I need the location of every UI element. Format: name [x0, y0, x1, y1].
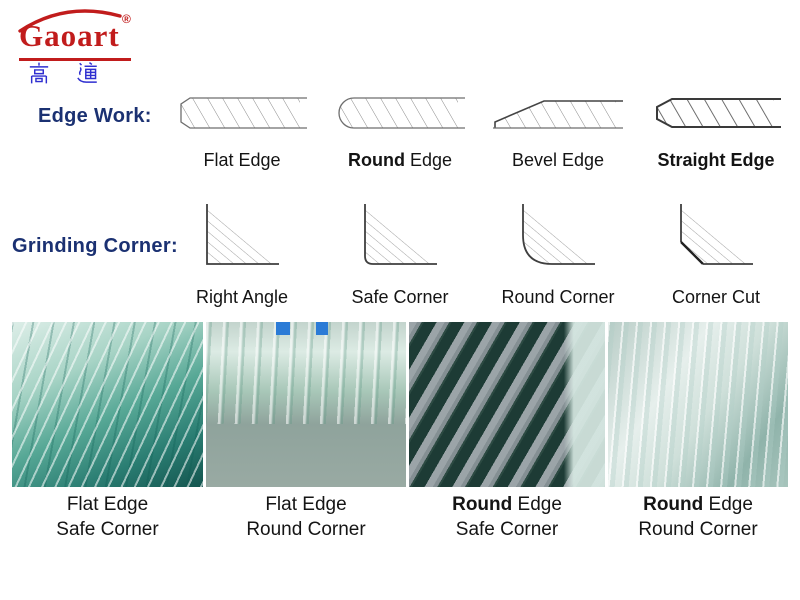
corner-item-label: Corner Cut [671, 287, 761, 307]
corner-item-safe [321, 202, 479, 308]
round-edge-icon [334, 96, 466, 130]
corner-item-right-angle [163, 202, 321, 308]
chinese-character-gao-icon [28, 62, 50, 84]
edge-work-item-flat [163, 96, 321, 171]
corner-cut-icon [671, 202, 761, 274]
edge-work-item-label: Bevel Edge [511, 150, 605, 170]
safe-corner-icon [355, 202, 445, 274]
corner-item-label: Round Corner [501, 287, 615, 307]
flat-edge-icon [176, 96, 308, 130]
edge-work-item-label: Round Edge [347, 150, 453, 170]
glass-stack-photo [608, 322, 788, 487]
company-logo [18, 5, 158, 83]
edge-work-item-bevel [479, 96, 637, 171]
corner-item-label: Right Angle [195, 287, 289, 307]
photo-gallery [12, 322, 789, 542]
photo-caption: Round Edge Safe Corner [452, 494, 562, 541]
straight-edge-icon [650, 96, 782, 130]
chinese-character-tong-icon [76, 62, 98, 84]
brand-name: Gaoart [19, 18, 120, 53]
edge-work-item-label: Straight Edge [657, 150, 775, 170]
edge-work-item-round [321, 96, 479, 171]
gallery-item-round-round [608, 322, 788, 542]
glass-stack-photo [12, 322, 203, 487]
registered-trademark-symbol: ® [122, 12, 131, 26]
glass-stack-photo [409, 322, 605, 487]
edge-work-item-label: Flat Edge [203, 150, 281, 170]
gallery-item-flat-round [206, 322, 406, 542]
grinding-corner-row [163, 202, 795, 308]
corner-item-cut [637, 202, 795, 308]
brand-underline [19, 58, 131, 61]
round-corner-icon [513, 202, 603, 274]
corner-item-round [479, 202, 637, 308]
edge-work-item-straight [637, 96, 795, 171]
chinese-name-text [18, 5, 19, 6]
glass-stack-photo [206, 322, 406, 487]
corner-item-label: Safe Corner [351, 287, 449, 307]
photo-caption: Round Edge Round Corner [638, 494, 758, 541]
gallery-item-round-safe [409, 322, 605, 542]
grinding-corner-heading: Grinding Corner: [12, 235, 178, 257]
right-angle-corner-icon [197, 202, 287, 274]
edge-work-row [163, 96, 795, 171]
bevel-edge-icon [492, 96, 624, 130]
photo-caption: Flat Edge Round Corner [246, 494, 366, 541]
gallery-item-flat-safe [12, 322, 203, 542]
edge-work-heading: Edge Work: [38, 105, 152, 127]
photo-caption: Flat Edge Safe Corner [56, 494, 159, 541]
